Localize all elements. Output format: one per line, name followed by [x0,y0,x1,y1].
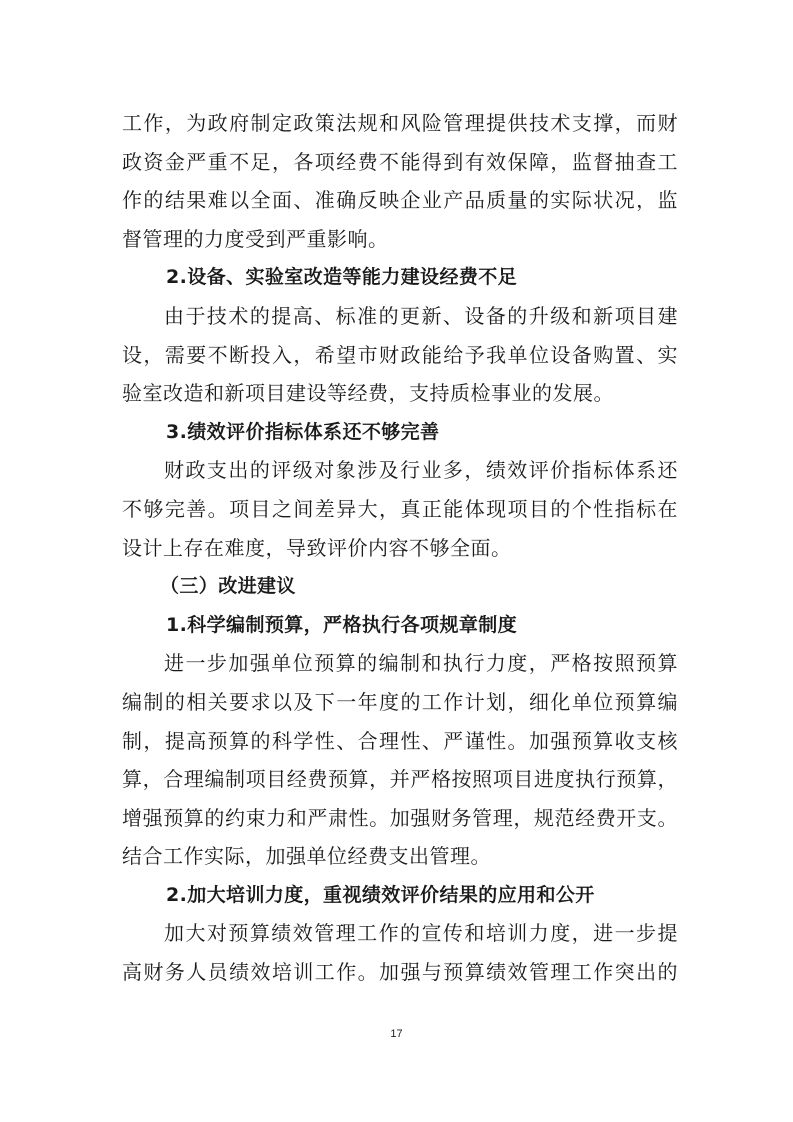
paragraph-line: 算，合理编制项目经费预算，并严格按照项目进度执行预算， [122,767,678,792]
paragraph-line: 设，需要不断投入，希望市财政能给予我单位设备购置、实 [122,342,678,367]
paragraph-line: 政资金严重不足，各项经费不能得到有效保障，监督抽查工 [122,149,678,174]
subheading: 2.加大培训力度，重视绩效评价结果的应用和公开 [166,883,595,906]
paragraph-line: 进一步加强单位预算的编制和执行力度，严格按照预算 [164,651,678,676]
subheading: 2.设备、实验室改造等能力建设经费不足 [166,266,518,289]
document-body [122,104,678,992]
subheading: 1.科学编制预算，严格执行各项规章制度 [166,613,518,636]
paragraph-line: 加大对预算绩效管理工作的宣传和培训力度，进一步提 [164,921,678,946]
paragraph-line: 制，提高预算的科学性、合理性、严谨性。加强预算收支核 [122,728,678,753]
paragraph-line: 设计上存在难度，导致评价内容不够全面。 [122,535,512,560]
paragraph-line: 增强预算的约束力和严肃性。加强财务管理，规范经费开支。 [122,805,678,830]
paragraph-line: 高财务人员绩效培训工作。加强与预算绩效管理工作突出的 [122,960,678,985]
paragraph-line: 验室改造和新项目建设等经费，支持质检事业的发展。 [122,381,614,406]
subheading: 3.绩效评价指标体系还不够完善 [166,420,440,443]
paragraph-line: 作的结果难以全面、准确反映企业产品质量的实际状况，监 [122,188,678,213]
paragraph-line: 由于技术的提高、标准的更新、设备的升级和新项目建 [164,303,678,328]
paragraph-line: 工作，为政府制定政策法规和风险管理提供技术支撑，而财 [122,111,678,135]
section-heading: （三）改进建议 [160,575,296,598]
paragraph-line: 不够完善。项目之间差异大，真正能体现项目的个性指标在 [122,496,678,521]
paragraph-line: 结合工作实际，加强单位经费支出管理。 [122,844,491,869]
paragraph-line: 财政支出的评级对象涉及行业多，绩效评价指标体系还 [164,458,678,483]
paragraph-line: 编制的相关要求以及下一年度的工作计划，细化单位预算编 [122,689,678,714]
paragraph-line: 督管理的力度受到严重影响。 [122,226,389,251]
page-number: 17 [390,1028,403,1040]
